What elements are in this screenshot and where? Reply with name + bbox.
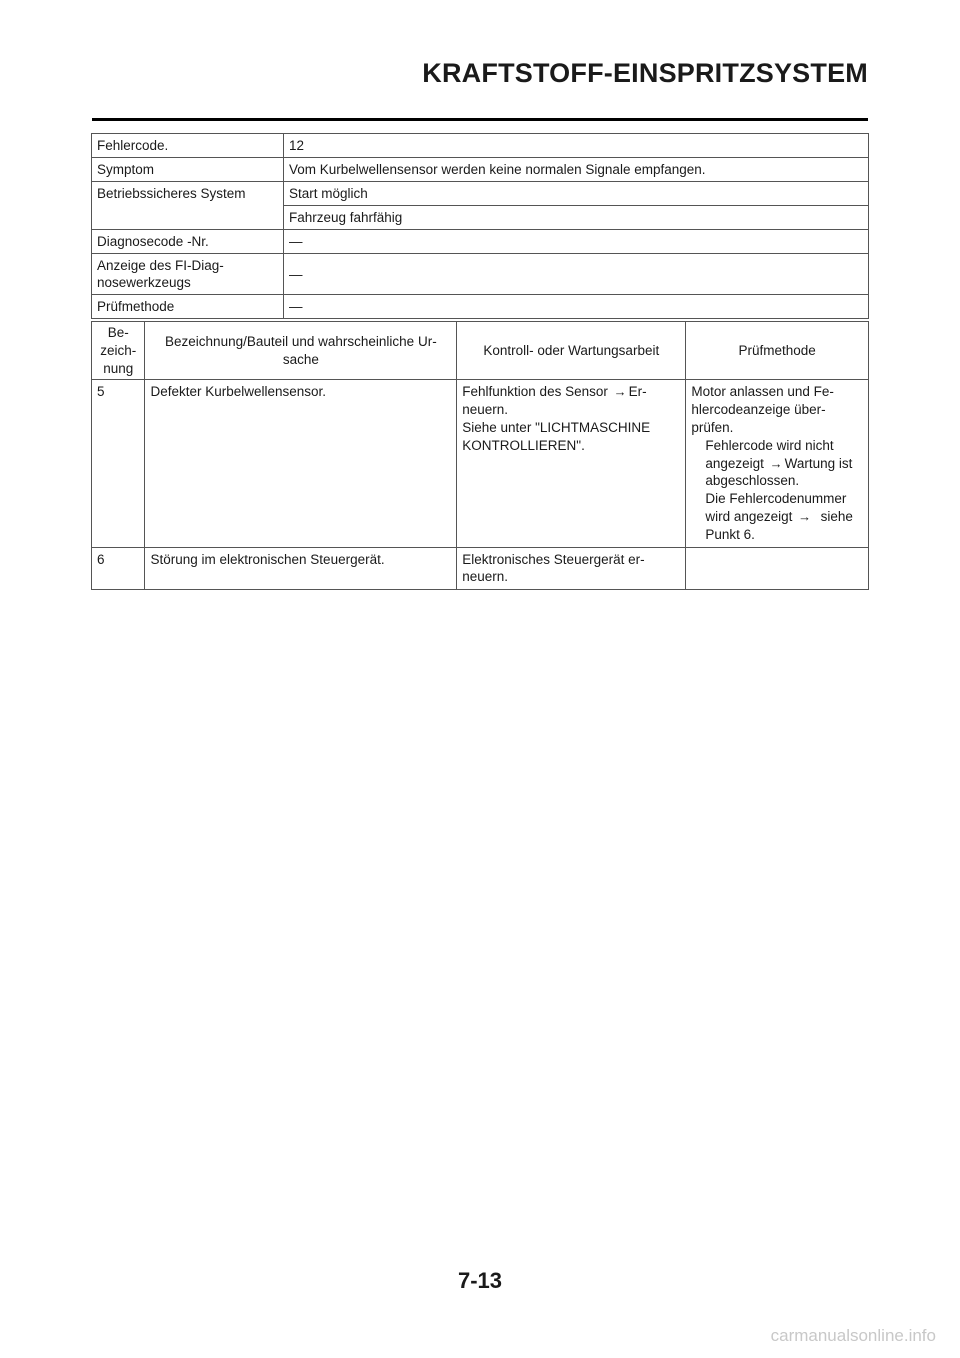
action-text: Elektronisches Steuergerät er- — [462, 551, 645, 567]
column-header-cause-line2: sache — [282, 351, 319, 367]
step-check — [686, 380, 869, 547]
step-cause: Störung im elektronischen Steuergerät. — [145, 547, 457, 590]
step-action — [457, 380, 686, 547]
column-header-cause-line1: Bezeichnung/Bauteil und wahrscheinliche Ur- — [165, 333, 437, 349]
fehlercode-value: 12 — [284, 134, 869, 158]
step-cause: Defekter Kurbelwellensensor. — [145, 380, 457, 547]
symptom-value: Vom Kurbelwellensensor werden keine normalen Signale empfangen. — [284, 158, 869, 182]
column-header-number-line2: zeich- — [100, 342, 137, 358]
fault-info-table — [91, 133, 869, 319]
header-rule — [92, 118, 868, 121]
check-text: prüfen. — [691, 419, 734, 435]
check-text: angezeigt — [705, 455, 764, 471]
step-action — [457, 547, 686, 590]
diagnosecode-label: Diagnosecode -Nr. — [92, 230, 284, 254]
table-header-row — [92, 322, 869, 380]
check-text: Punkt 6. — [705, 526, 755, 542]
check-line — [691, 455, 863, 473]
column-header-action: Kontroll- oder Wartungsarbeit — [457, 322, 686, 380]
arrow-icon: → — [798, 508, 812, 524]
check-text: abgeschlossen. — [705, 473, 800, 489]
check-text: Wartung ist — [784, 455, 853, 471]
failsafe-label: Betriebssicheres System — [92, 182, 284, 230]
pruefmethode-label: Prüfmethode — [92, 295, 284, 319]
table-row — [92, 158, 869, 182]
column-header-check: Prüfmethode — [686, 322, 869, 380]
check-line — [691, 508, 863, 526]
column-header-number — [92, 322, 145, 380]
diagnosecode-value: — — [284, 230, 869, 254]
watermark: carmanualsonline.info — [770, 1326, 936, 1345]
page-number: 7-13 — [457, 1268, 503, 1293]
table-row — [92, 380, 869, 547]
failsafe-value-start: Start möglich — [284, 182, 869, 206]
diag-tool-value: — — [284, 254, 869, 295]
action-text: Fehlfunktion des Sensor — [462, 384, 608, 400]
diag-tool-label-line2: nosewerkzeugs — [97, 275, 191, 290]
symptom-label: Symptom — [92, 158, 284, 182]
repair-steps-table — [91, 321, 869, 590]
check-text: hlercodeanzeige über- — [691, 402, 826, 418]
action-text: neuern. — [462, 402, 509, 418]
check-text: Die Fehlercodenummer — [705, 491, 847, 507]
table-row — [92, 547, 869, 590]
column-header-cause — [145, 322, 457, 380]
arrow-icon: → — [769, 455, 783, 471]
check-text: Fehlercode wird nicht — [705, 437, 834, 453]
action-text: Er- — [628, 384, 647, 400]
step-check — [686, 547, 869, 590]
check-text: siehe — [820, 508, 853, 524]
action-text: neuern. — [462, 569, 509, 585]
failsafe-value-drive: Fahrzeug fahrfähig — [284, 206, 869, 230]
column-header-number-line1: Be- — [107, 325, 129, 340]
page-title: KRAFTSTOFF-EINSPRITZSYSTEM — [422, 58, 868, 88]
table-row — [92, 182, 869, 206]
diag-tool-label-line1: Anzeige des FI-Diag- — [97, 258, 224, 273]
table-row — [92, 230, 869, 254]
column-header-number-line3: nung — [103, 360, 134, 376]
table-row — [92, 295, 869, 319]
check-text: Motor anlassen und Fe- — [691, 384, 834, 400]
fehlercode-label: Fehlercode. — [92, 134, 284, 158]
diag-tool-label — [92, 254, 284, 295]
table-row — [92, 134, 869, 158]
action-text: Siehe unter "LICHTMASCHINE — [462, 419, 651, 435]
step-number: 6 — [92, 547, 145, 590]
pruefmethode-value: — — [284, 295, 869, 319]
arrow-icon: → — [613, 384, 627, 400]
check-text: wird angezeigt — [705, 508, 793, 524]
action-text: KONTROLLIEREN". — [462, 437, 585, 453]
step-number: 5 — [92, 380, 145, 547]
table-row — [92, 254, 869, 295]
